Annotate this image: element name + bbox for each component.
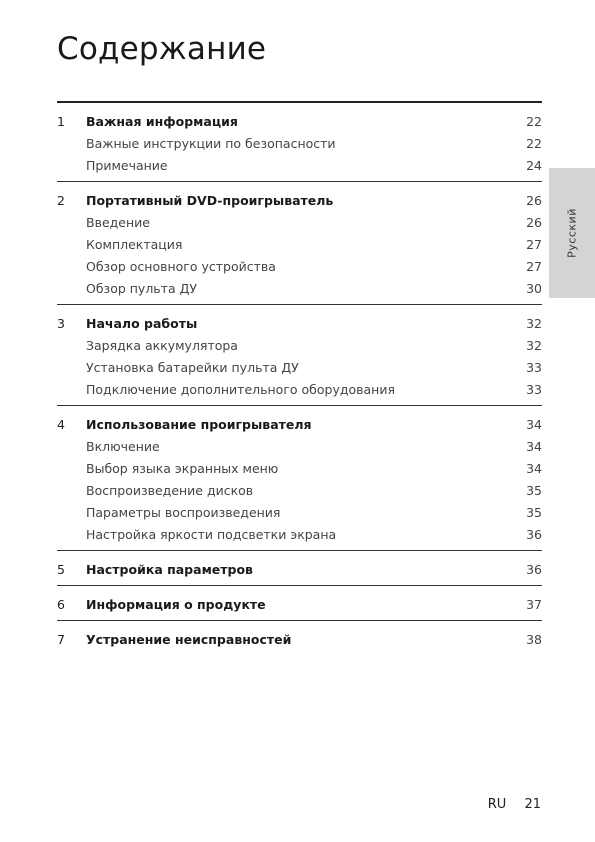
entry-title: Включение <box>86 438 160 454</box>
entry-title: Настройка яркости подсветки экрана <box>86 526 337 542</box>
chapter-title: Устранение неисправностей <box>86 631 292 647</box>
toc-section <box>57 551 542 586</box>
toc-section <box>57 621 542 655</box>
toc-entry-row[interactable] <box>57 255 542 277</box>
chapter-page-number: 32 <box>526 315 542 331</box>
entry-page-number: 30 <box>526 280 542 296</box>
entry-title: Выбор языка экранных меню <box>86 460 279 476</box>
entry-page-number: 35 <box>526 482 542 498</box>
chapter-number: 5 <box>57 561 65 577</box>
entry-title: Воспроизведение дисков <box>86 482 254 498</box>
chapter-page-number: 36 <box>526 561 542 577</box>
chapter-number: 7 <box>57 631 65 647</box>
toc-section <box>57 586 542 621</box>
entry-title: Введение <box>86 214 150 230</box>
entry-page-number: 36 <box>526 526 542 542</box>
toc-entry-row[interactable] <box>57 435 542 457</box>
entry-page-number: 34 <box>526 460 542 476</box>
chapter-page-number: 26 <box>526 192 542 208</box>
toc-chapter-row[interactable] <box>57 189 542 211</box>
entry-title: Важные инструкции по безопасности <box>86 135 336 151</box>
toc-chapter-row[interactable] <box>57 312 542 334</box>
toc-entry-row[interactable] <box>57 523 542 545</box>
chapter-page-number: 22 <box>526 113 542 129</box>
chapter-page-number: 37 <box>526 596 542 612</box>
toc-section <box>57 305 542 406</box>
chapter-title: Портативный DVD-проигрыватель <box>86 192 334 208</box>
chapter-title: Использование проигрывателя <box>86 416 312 432</box>
table-of-contents <box>57 103 542 655</box>
entry-title: Параметры воспроизведения <box>86 504 281 520</box>
entry-page-number: 32 <box>526 337 542 353</box>
entry-page-number: 26 <box>526 214 542 230</box>
toc-entry-row[interactable] <box>57 378 542 400</box>
language-side-tab <box>549 168 595 298</box>
toc-entry-row[interactable] <box>57 211 542 233</box>
entry-title: Обзор основного устройства <box>86 258 276 274</box>
chapter-title: Важная информация <box>86 113 238 129</box>
toc-section <box>57 406 542 551</box>
footer-page-number: 21 <box>524 797 541 812</box>
toc-entry-row[interactable] <box>57 501 542 523</box>
toc-entry-row[interactable] <box>57 457 542 479</box>
toc-entry-row[interactable] <box>57 154 542 176</box>
toc-section <box>57 182 542 305</box>
chapter-title: Настройка параметров <box>86 561 253 577</box>
entry-title: Установка батарейки пульта ДУ <box>86 359 299 375</box>
toc-chapter-row[interactable] <box>57 593 542 615</box>
entry-title: Обзор пульта ДУ <box>86 280 197 296</box>
chapter-number: 1 <box>57 113 65 129</box>
entry-title: Подключение дополнительного оборудования <box>86 381 395 397</box>
chapter-number: 6 <box>57 596 65 612</box>
chapter-number: 3 <box>57 315 65 331</box>
chapter-title: Информация о продукте <box>86 596 266 612</box>
entry-title: Примечание <box>86 157 168 173</box>
toc-chapter-row[interactable] <box>57 558 542 580</box>
side-tab-label: Русский <box>565 208 579 258</box>
entry-page-number: 33 <box>526 381 542 397</box>
entry-title: Зарядка аккумулятора <box>86 337 238 353</box>
toc-entry-row[interactable] <box>57 132 542 154</box>
chapter-page-number: 34 <box>526 416 542 432</box>
toc-entry-row[interactable] <box>57 356 542 378</box>
entry-page-number: 22 <box>526 135 542 151</box>
toc-chapter-row[interactable] <box>57 413 542 435</box>
entry-title: Комплектация <box>86 236 183 252</box>
page-title: Содержание <box>57 31 267 67</box>
entry-page-number: 27 <box>526 258 542 274</box>
chapter-page-number: 38 <box>526 631 542 647</box>
entry-page-number: 24 <box>526 157 542 173</box>
page-footer <box>488 797 541 812</box>
toc-entry-row[interactable] <box>57 479 542 501</box>
entry-page-number: 34 <box>526 438 542 454</box>
toc-entry-row[interactable] <box>57 277 542 299</box>
entry-page-number: 27 <box>526 236 542 252</box>
toc-chapter-row[interactable] <box>57 628 542 650</box>
toc-chapter-row[interactable] <box>57 110 542 132</box>
footer-language: RU <box>487 797 507 812</box>
chapter-title: Начало работы <box>86 315 198 331</box>
entry-page-number: 35 <box>526 504 542 520</box>
chapter-number: 2 <box>57 192 65 208</box>
toc-entry-row[interactable] <box>57 334 542 356</box>
entry-page-number: 33 <box>526 359 542 375</box>
toc-section <box>57 103 542 182</box>
chapter-number: 4 <box>57 416 65 432</box>
toc-entry-row[interactable] <box>57 233 542 255</box>
